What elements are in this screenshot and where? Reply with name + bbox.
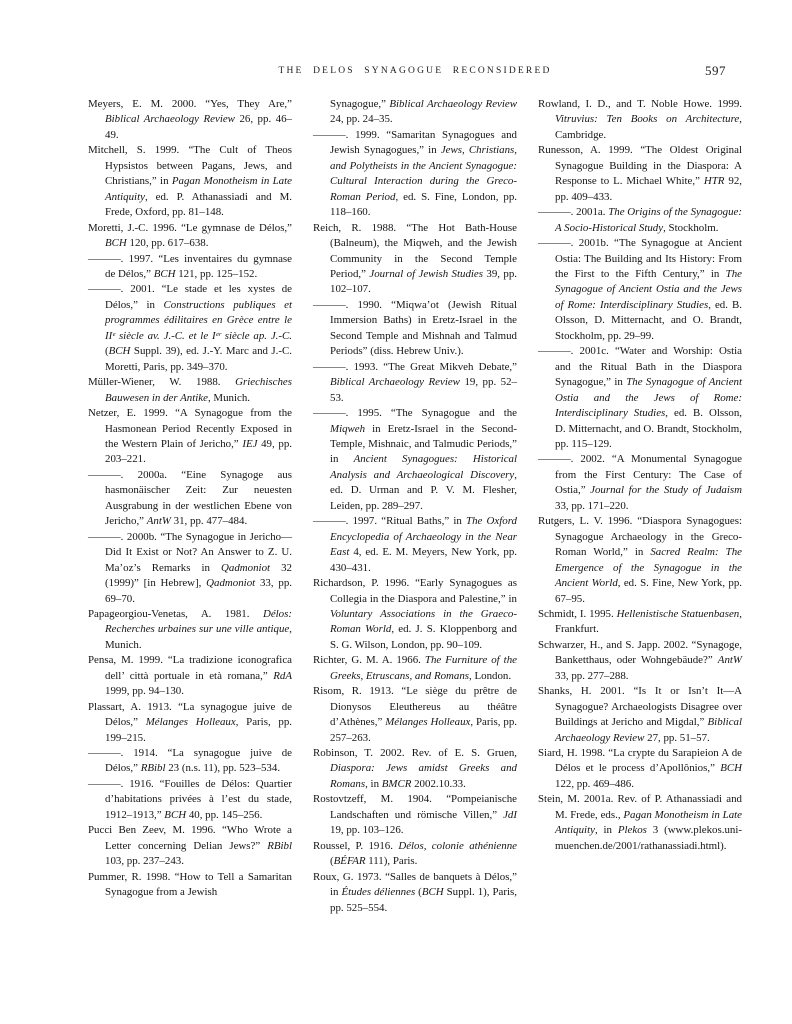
entry-text: ———. 2001c. “Water and Worship: Ostia and the Ritual Bath in the Diaspora Synagogue,” in [538,345,742,389]
bibliography-entry [313,870,517,916]
entry-text: 92, pp. 409–433. [555,175,742,203]
entry-text: , Paris, pp. 199–215. [105,716,293,744]
entry-text: , ed. B. Olsson, D. Mitternacht, and O. Brandt, Stockholm, pp. 115–129. [555,407,742,450]
entry-text: 122, pp. 469–486. [555,777,634,790]
entry-text: Rutgers, L. V. 1996. “Diaspora Synagogues: Synagogue Archaeology in the Greco-Roman World,” in [538,515,742,559]
bibliography-entry [538,792,742,854]
entry-italic-text: Journal of Jewish Studies [369,267,484,280]
entry-italic-text: The Synagogue of Ancient Ostia and the Jews of Rome: Interdisciplinary Studies [555,376,743,420]
bibliography-entry [538,344,742,452]
entry-text: 39, pp. 102–107. [330,267,518,296]
entry-text: , in [594,824,618,837]
entry-text: 27, pp. 51–57. [644,731,710,744]
bibliography-entry [313,576,517,653]
entry-text: ———. 2002. “A Monumental Synagogue from the First Century: The Case of Ostia,” [538,453,742,497]
entry-text: Schmidt, I. 1995. [538,607,617,620]
bibliography-entry [88,282,292,375]
entry-text: 33, pp. 277–288. [555,669,629,682]
entry-italic-text: Biblical Archaeology Review [389,98,517,110]
entry-text: 33, pp. 171–220. [555,499,629,512]
bibliography-entry [88,746,292,777]
bibliography-entry [88,406,292,468]
entry-text: Roussel, P. 1916. [313,839,399,852]
entry-italic-text: Biblical Archaeology Review [105,113,235,126]
entry-text: Pensa, M. 1999. “La tradizione iconografica dell’ città portuale in età romana,” [88,654,292,682]
entry-italic-text: Pagan Monotheism in Late Antiquity [555,808,742,837]
entry-text: , ed. B. Olsson, D. Mitternacht, and O. Brandt, Stockholm, pp. 29–99. [555,298,742,342]
bibliography-entry [88,700,292,746]
entry-text: 49, pp. 203–221. [105,437,292,466]
entry-text: , ed. J. S. Kloppenborg and S. G. Wilson, London, pp. 90–109. [330,623,517,651]
entry-text: Richter, G. M. A. 1966. [313,654,425,667]
bibliography-entry [538,97,742,143]
bibliography-entry [88,252,292,283]
entry-text: Mitchell, S. 1999. “The Cult of Theos Hypsistos between Pagans, Jews, and Christians,” in [88,144,292,188]
entry-text: ( [415,886,422,899]
running-title: THE DELOS SYNAGOGUE RECONSIDERED [278,66,552,76]
entry-text: , in [365,777,382,790]
bibliography-entry [538,638,742,684]
entry-text: Shanks, H. 2001. “Is It or Isn’t It—A Synagogue? Archaeologists Disagree over Buildings at Jericho and Migdal,” [538,685,742,729]
entry-italic-text: IEJ [242,437,258,450]
entry-text: Schwarzer, H., and S. Japp. 2002. “Synagoge, Banketthaus, oder Wohngebäude?” [538,638,742,667]
entry-italic-text: BCH [108,345,131,358]
entry-text: Runesson, A. 1999. “The Oldest Original Synagogue Building in the Diaspora: A Response to L. Michael White,” [538,144,742,188]
entry-italic-text: Sacred Realm: The Emergence of the Synagogue in the Ancient World [555,546,742,590]
entry-text: Pummer, R. 1998. “How to Tell a Samaritan Synagogue from a Jewish [88,870,292,899]
entry-text: , Frankfurt. [555,607,742,636]
bibliography-entry [313,653,517,684]
entry-text: 31, pp. 477–484. [170,515,248,528]
bibliography-entry [88,823,292,869]
entry-text: ———. 1995. “The Synagogue and the [313,407,517,420]
entry-text: , ed. S. Fine, London, pp. 118–160. [330,190,518,219]
bibliography-entry [538,684,742,746]
entry-text: Moretti, J.-C. 1996. “Le gymnase de Délos,” [88,221,292,234]
entry-text: 2002.10.33. [411,777,466,790]
bibliography-entry [538,746,742,792]
entry-text: Pucci Ben Zeev, M. 1996. “Who Wrote a Letter concerning Delian Jews?” [88,824,292,852]
entry-italic-text: Jews, Christians, and Polytheists in the Ancient Synagogue: Cultural Interaction during the Greco-Roman Period [330,144,517,203]
entry-text: ———. 2001a. [538,206,609,219]
entry-text: Papageorgiou-Venetas, A. 1981. [88,607,263,620]
page-header [88,63,742,82]
bibliography-entry [88,870,292,901]
bibliography-entry [88,607,292,653]
entry-italic-text: Qadmoniot [206,577,256,590]
bibliography-column [313,97,517,916]
entry-italic-text: BCH [153,267,176,280]
bibliography-entry [313,221,517,298]
entry-text: ———. 1993. “The Great Mikveh Debate,” [313,360,517,373]
entry-italic-text: The Synagogue of Ancient Ostia and the Jews of Rome: Interdisciplinary Studies [555,267,742,311]
entry-text: Reich, R. 1988. “The Hot Bath-House (Balneum), the Miqweh, and the Jewish Community in the Second Temple Period,” [313,221,517,280]
entry-text: ( [330,855,334,868]
entry-italic-text: Plekos [617,824,647,837]
entry-italic-text: Biblical Archaeology Review [330,376,460,389]
entry-text: 121, pp. 125–152. [175,267,258,280]
entry-text: ———. 1914. “La synagogue juive de Délos,” [88,747,292,775]
bibliography-entry [538,607,742,638]
entry-text: 4, ed. E. M. Meyers, New York, pp. 430–431. [330,546,517,574]
bibliography-entry [88,97,292,143]
entry-italic-text: BMCR [381,777,412,790]
bibliography-entry [538,143,742,205]
entry-italic-text: Vitruvius: Ten Books on Architecture [555,113,740,126]
entry-text: ( [105,345,109,358]
entry-text: 24, pp. 24–35. [330,113,393,126]
entry-italic-text: The Origins of the Synagogue: A Socio-Historical Study [555,206,742,234]
entry-text: Müller-Wiener, W. 1988. [88,376,236,389]
bibliography-entry [88,777,292,823]
bibliography-entry [313,746,517,792]
entry-italic-text: AntW [146,515,171,528]
entry-italic-text: HTR [703,175,725,188]
entry-text: Rowland, I. D., and T. Noble Howe. 1999. [538,98,742,110]
bibliography-entry [88,221,292,252]
entry-text: , Munich. [207,391,250,404]
entry-text: 3 (www.plekos.uni-muenchen.de/2001/rathanassiadi.html). [555,824,742,852]
entry-text: Risom, R. 1913. “Le siège du prêtre de Dionysos Eleuthereus au théâtre d’Athènes,” [313,685,517,729]
entry-italic-text: Études déliennes [341,886,416,899]
entry-text: , Cambridge. [555,113,742,141]
entry-italic-text: BCH [164,808,187,821]
entry-text: , Stockholm. [663,221,719,234]
entry-italic-text: Griechisches Bauwesen in der Antike [105,376,292,404]
bibliography-entry [313,839,517,870]
entry-italic-text: JdI [503,808,517,821]
entry-text: Siard, H. 1998. “La crypte du Sarapieion A de Délos et le process d’Apollônios,” [538,747,742,775]
entry-text: ———. 1997. “Les inventaires du gymnase de Délos,” [88,252,292,280]
entry-italic-text: Qadmoniot [221,561,271,574]
entry-text: Rostovtzeff, M. 1904. “Pompeianische Landschaften und römische Villen,” [313,793,517,821]
bibliography-column [538,97,742,916]
entry-text: 40, pp. 145–256. [186,808,263,821]
entry-italic-text: Pagan Monotheism in Late Antiquity [105,175,292,203]
entry-text: ———. 1916. “Fouilles de Délos: Quartier d’habitations privées à l’est du stade, 1912–1913,” [88,777,292,821]
bibliography-entry [313,684,517,746]
entry-text: 19, pp. 52–53. [330,376,517,404]
entry-text: , London. [469,669,512,682]
entry-italic-text: Hellenistische Statuenbasen [616,607,740,620]
entry-italic-text: BCH [105,237,127,250]
bibliography-entry [88,530,292,607]
entry-text: ———. 1997. “Ritual Baths,” in [313,515,467,528]
bibliography-entry [313,360,517,406]
entry-text: Suppl. 39), ed. J.-Y. Marc and J.-C. Moretti, Paris, pp. 349–370. [105,345,292,373]
entry-italic-text: AntW [717,654,742,667]
entry-text: 111), Paris. [365,855,418,868]
bibliography-entry [88,468,292,530]
entry-text: in Eretz-Israel in the Second-Temple, Mishnaic, and Talmudic Periods,” in [330,422,517,466]
entry-italic-text: Miqweh [330,422,366,435]
entry-italic-text: Biblical Archaeology Review [555,716,742,744]
bibliography-entry [313,97,517,128]
bibliography-entry [313,298,517,360]
entry-text: 120, pp. 617–638. [126,237,209,250]
entry-text: , ed. D. Urman and P. V. M. Flesher, Leiden, pp. 289–297. [330,468,517,512]
entry-italic-text: BÉFAR [333,855,366,868]
entry-text: 1999, pp. 94–130. [105,685,184,698]
page-number: 597 [705,63,726,78]
entry-italic-text: Diaspora: Jews amidst Greeks and Romans [330,762,517,790]
entry-text: 26, pp. 46–49. [105,113,292,141]
entry-italic-text: The Furniture of the Greeks, Etruscans, and Romans [330,654,517,682]
entry-text: ———. 1999. “Samaritan Synagogues and Jewish Synagogues,” in [313,128,517,157]
entry-text: Suppl. 1), Paris, pp. 525–554. [330,886,517,914]
entry-text: 23 (n.s. 11), pp. 523–534. [165,762,281,775]
entry-italic-text: RdA [273,669,292,682]
entry-italic-text: RBibl [267,839,292,852]
entry-italic-text: Délos, colonie athénienne [398,839,517,852]
entry-text: 33, pp. 69–70. [105,577,293,605]
entry-italic-text: Journal for the Study of Judaism [590,484,742,497]
bibliography-entry [538,452,742,514]
bibliography-column [88,97,292,916]
entry-text: Roux, G. 1973. “Salles de banquets à Délos,” in [313,870,517,899]
entry-text: 19, pp. 103–126. [330,824,404,837]
bibliography-entry [538,236,742,344]
entry-italic-text: RBibl [140,762,166,775]
entry-text: Plassart, A. 1913. “La synagogue juive de Délos,” [88,700,292,729]
bibliography-entry [538,514,742,607]
entry-italic-text: The Oxford Encyclopedia of Archaeology in the Near East [330,515,517,559]
entry-italic-text: Ancient Synagogues: Historical Analysis and Archaeological Discovery [330,453,517,481]
entry-text: , ed. S. Fine, New York, pp. 67–95. [555,577,742,605]
bibliography-entry [538,205,742,236]
entry-italic-text: Mélanges Holleaux [145,716,236,729]
entry-italic-text: Constructions publiques et programmes édilitaires en Grèce entre le IIᵉ siècle av. J.-C. et le Iᵉʳ siècle ap. J.-C. [105,298,292,342]
bibliography [88,97,742,916]
entry-text: , ed. P. Athanassiadi and M. Frede, Oxford, pp. 81–148. [105,190,292,219]
entry-italic-text: BCH [421,886,444,899]
entry-text: , Paris, pp. 257–263. [330,716,517,744]
entry-text: Richardson, P. 1996. “Early Synagogues as Collegia in the Diaspora and Palestine,” in [313,577,517,605]
entry-text: ———. 2001b. “The Synagogue at Ancient Ostia: The Building and Its History: From the First to the Fifth Century,” in [538,237,742,280]
bibliography-entry [313,514,517,576]
entry-text: 32 (1999)” [in Hebrew], [105,561,292,590]
bibliography-entry [313,128,517,221]
entry-text: ———. 2001. “Le stade et les xystes de Délos,” in [88,283,292,311]
entry-text: Netzer, E. 1999. “A Synagogue from the Hasmonean Period Recently Exposed in the Western Plain of Jericho,” [88,407,292,450]
entry-italic-text: Mélanges Holleaux [385,716,471,729]
entry-text: Meyers, E. M. 2000. “Yes, They Are,” [88,98,292,110]
entry-text: 103, pp. 237–243. [105,855,184,868]
entry-text: ———. 1990. “Miqwa’ot (Jewish Ritual Immersion Baths) in Eretz-Israel in the Second Temple and Mishnah and Talmud Periods” (diss. Hebrew Univ.). [313,298,517,358]
entry-italic-text: BCH [720,762,742,775]
bibliography-entry [88,653,292,699]
entry-text: , Munich. [105,623,292,651]
entry-text: Stein, M. 2001a. Rev. of P. Athanassiadi and M. Frede, eds., [538,793,742,821]
bibliography-entry [313,406,517,514]
entry-text: ———. 2000a. “Eine Synagoge aus hasmonäischer Zeit: Zur neuesten Ausgrabung in der westlichen Ebene von Jericho,” [88,468,292,528]
entry-text: Robinson, T. 2002. Rev. of E. S. Gruen, [313,747,517,760]
entry-italic-text: Voluntary Associations in the Graeco-Roman World [330,607,517,636]
bibliography-entry [88,143,292,220]
entry-text: Synagogue,” [330,98,390,110]
bibliography-entry [313,792,517,838]
bibliography-entry [88,375,292,406]
entry-text: ———. 2000b. “The Synagogue in Jericho—Did It Exist or Not? An Answer to Z. U. Ma’oz’s Remarks in [88,530,292,574]
entry-italic-text: Délos: Recherches urbaines sur une ville antique [105,607,292,636]
